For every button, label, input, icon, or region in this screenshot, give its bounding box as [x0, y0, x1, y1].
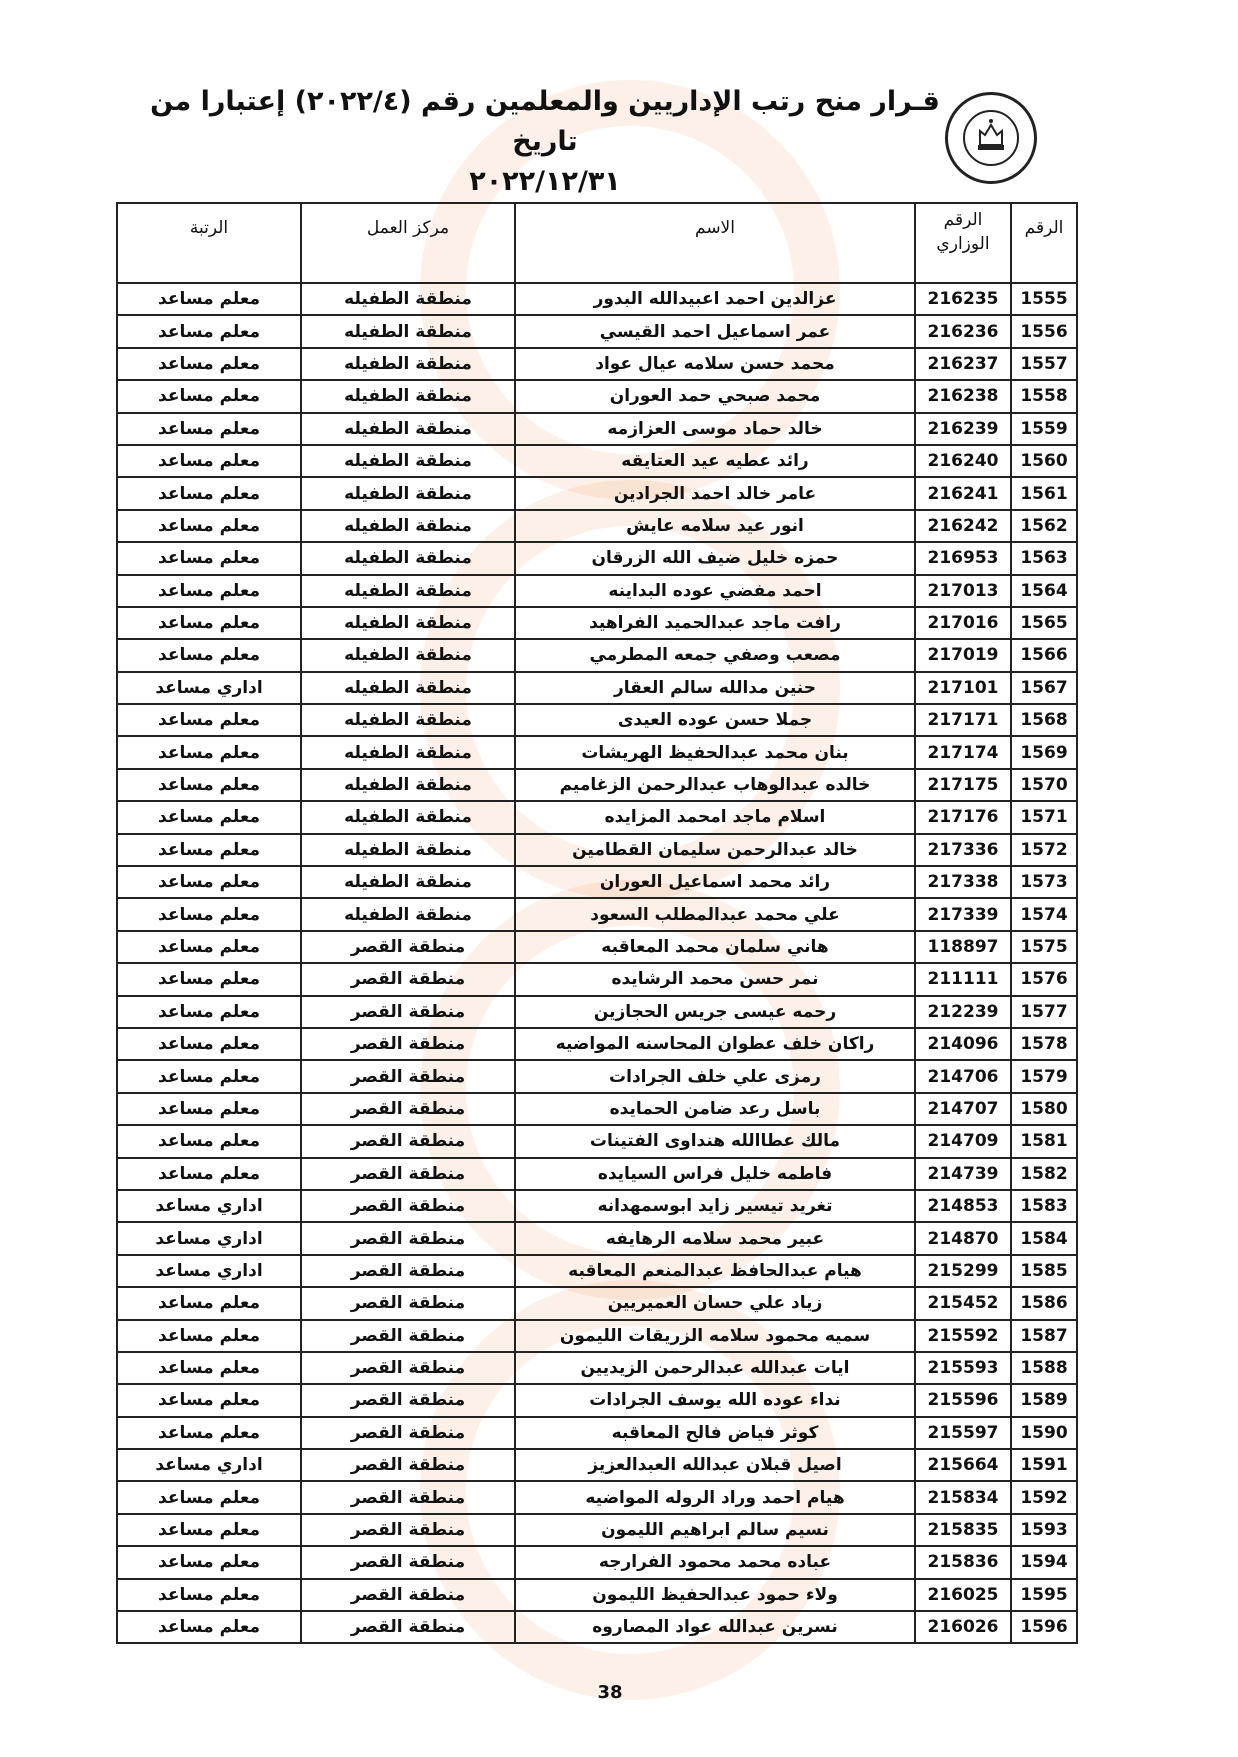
cell-rank: معلم مساعد [117, 380, 301, 412]
cell-name: هيام احمد وراد الروله المواضيه [515, 1481, 915, 1513]
cell-ministry-number: 217176 [915, 801, 1011, 833]
cell-rank: معلم مساعد [117, 1546, 301, 1578]
cell-ministry-number: 216237 [915, 348, 1011, 380]
cell-work-center: منطقة الطفيله [301, 348, 515, 380]
cell-ministry-number: 214096 [915, 1028, 1011, 1060]
table-row [117, 1514, 1077, 1546]
cell-name: عمر اسماعيل احمد القيسي [515, 315, 915, 347]
cell-work-center: منطقة الطفيله [301, 672, 515, 704]
cell-rank: معلم مساعد [117, 542, 301, 574]
cell-work-center: منطقة الطفيله [301, 380, 515, 412]
cell-rank: معلم مساعد [117, 1481, 301, 1513]
cell-work-center: منطقة القصر [301, 1190, 515, 1222]
cell-work-center: منطقة القصر [301, 1093, 515, 1125]
table-row [117, 866, 1077, 898]
cell-ministry-number: 216025 [915, 1579, 1011, 1611]
table-header-row [117, 203, 1077, 283]
cell-number: 1563 [1011, 542, 1077, 574]
cell-name: خالد حماد موسى العزازمه [515, 413, 915, 445]
table-row [117, 801, 1077, 833]
cell-name: حمزه خليل ضيف الله الزرقان [515, 542, 915, 574]
table-row [117, 1611, 1077, 1643]
cell-work-center: منطقة الطفيله [301, 477, 515, 509]
ministry-emblem-icon [945, 92, 1037, 184]
table-row [117, 510, 1077, 542]
cell-work-center: منطقة القصر [301, 1514, 515, 1546]
cell-ministry-number: 217338 [915, 866, 1011, 898]
cell-name: رافت ماجد عبدالحميد الفراهيد [515, 607, 915, 639]
cell-name: سميه محمود سلامه الزريقات الليمون [515, 1320, 915, 1352]
cell-rank: معلم مساعد [117, 1352, 301, 1384]
table-row [117, 1320, 1077, 1352]
cell-ministry-number: 212239 [915, 996, 1011, 1028]
cell-ministry-number: 217013 [915, 575, 1011, 607]
cell-rank: معلم مساعد [117, 1093, 301, 1125]
cell-ministry-number: 217171 [915, 704, 1011, 736]
cell-rank: معلم مساعد [117, 315, 301, 347]
table-row [117, 963, 1077, 995]
cell-number: 1561 [1011, 477, 1077, 509]
cell-name: كوثر فياض فالح المعاقبه [515, 1417, 915, 1449]
table-row [117, 639, 1077, 671]
header-work-center: مركز العمل [301, 203, 515, 283]
page-title [150, 82, 940, 202]
cell-ministry-number: 216240 [915, 445, 1011, 477]
cell-number: 1585 [1011, 1255, 1077, 1287]
cell-work-center: منطقة الطفيله [301, 769, 515, 801]
cell-rank: اداري مساعد [117, 1222, 301, 1254]
table-row [117, 283, 1077, 315]
cell-work-center: منطقة القصر [301, 963, 515, 995]
cell-number: 1579 [1011, 1060, 1077, 1092]
table-row [117, 477, 1077, 509]
cell-ministry-number: 215452 [915, 1287, 1011, 1319]
cell-name: جملا حسن عوده العيدى [515, 704, 915, 736]
cell-rank: معلم مساعد [117, 1125, 301, 1157]
cell-rank: معلم مساعد [117, 996, 301, 1028]
table-row [117, 445, 1077, 477]
cell-ministry-number: 216953 [915, 542, 1011, 574]
cell-rank: معلم مساعد [117, 477, 301, 509]
table-row [117, 672, 1077, 704]
cell-number: 1570 [1011, 769, 1077, 801]
table-row [117, 315, 1077, 347]
title-date: ٢٠٢٢/١٢/٣١ [469, 166, 621, 197]
page-number: 38 [597, 1682, 623, 1703]
cell-work-center: منطقة القصر [301, 1320, 515, 1352]
cell-number: 1587 [1011, 1320, 1077, 1352]
cell-name: راكان خلف عطوان المحاسنه المواضيه [515, 1028, 915, 1060]
table-row [117, 736, 1077, 768]
table-row [117, 575, 1077, 607]
cell-name: حنين مدالله سالم العقار [515, 672, 915, 704]
table-row [117, 1481, 1077, 1513]
cell-name: تغريد تيسير زايد ابوسمهدانه [515, 1190, 915, 1222]
cell-number: 1556 [1011, 315, 1077, 347]
table-row [117, 1579, 1077, 1611]
table-row [117, 1384, 1077, 1416]
table-row [117, 380, 1077, 412]
cell-name: نسرين عبدالله عواد المصاروه [515, 1611, 915, 1643]
cell-rank: معلم مساعد [117, 834, 301, 866]
cell-rank: معلم مساعد [117, 1158, 301, 1190]
cell-name: انور عيد سلامه عايش [515, 510, 915, 542]
cell-rank: معلم مساعد [117, 639, 301, 671]
cell-rank: معلم مساعد [117, 1028, 301, 1060]
cell-rank: معلم مساعد [117, 963, 301, 995]
cell-number: 1569 [1011, 736, 1077, 768]
cell-name: خالده عبدالوهاب عبدالرحمن الزغاميم [515, 769, 915, 801]
cell-work-center: منطقة الطفيله [301, 315, 515, 347]
cell-rank: معلم مساعد [117, 704, 301, 736]
cell-number: 1566 [1011, 639, 1077, 671]
cell-name: عبير محمد سلامه الرهايفه [515, 1222, 915, 1254]
cell-work-center: منطقة القصر [301, 1222, 515, 1254]
cell-work-center: منطقة القصر [301, 1417, 515, 1449]
cell-ministry-number: 215834 [915, 1481, 1011, 1513]
cell-ministry-number: 214870 [915, 1222, 1011, 1254]
cell-rank: معلم مساعد [117, 575, 301, 607]
table-row [117, 931, 1077, 963]
cell-ministry-number: 217175 [915, 769, 1011, 801]
cell-name: بنان محمد عبدالحفيظ الهريشات [515, 736, 915, 768]
cell-rank: معلم مساعد [117, 1060, 301, 1092]
cell-ministry-number: 217016 [915, 607, 1011, 639]
cell-number: 1558 [1011, 380, 1077, 412]
cell-ministry-number: 217336 [915, 834, 1011, 866]
cell-work-center: منطقة القصر [301, 1255, 515, 1287]
cell-name: مصعب وصفي جمعه المطرمي [515, 639, 915, 671]
cell-name: رائد محمد اسماعيل العوران [515, 866, 915, 898]
cell-work-center: منطقة القصر [301, 1481, 515, 1513]
cell-work-center: منطقة الطفيله [301, 413, 515, 445]
table-row [117, 1125, 1077, 1157]
cell-name: رمزى علي خلف الجرادات [515, 1060, 915, 1092]
cell-number: 1578 [1011, 1028, 1077, 1060]
cell-number: 1568 [1011, 704, 1077, 736]
cell-rank: معلم مساعد [117, 510, 301, 542]
cell-rank: معلم مساعد [117, 607, 301, 639]
cell-number: 1593 [1011, 1514, 1077, 1546]
cell-rank: معلم مساعد [117, 445, 301, 477]
cell-work-center: منطقة القصر [301, 1125, 515, 1157]
header-name: الاسم [515, 203, 915, 283]
header-number: الرقم [1011, 203, 1077, 283]
cell-rank: معلم مساعد [117, 1384, 301, 1416]
table-row [117, 898, 1077, 930]
table-row [117, 996, 1077, 1028]
cell-rank: معلم مساعد [117, 413, 301, 445]
cell-work-center: منطقة الطفيله [301, 639, 515, 671]
cell-number: 1559 [1011, 413, 1077, 445]
cell-rank: معلم مساعد [117, 769, 301, 801]
cell-name: عامر خالد احمد الجرادين [515, 477, 915, 509]
table-row [117, 769, 1077, 801]
cell-ministry-number: 214709 [915, 1125, 1011, 1157]
cell-name: عباده محمد محمود الفرارجه [515, 1546, 915, 1578]
cell-name: رحمه عيسى جريس الحجازين [515, 996, 915, 1028]
cell-number: 1595 [1011, 1579, 1077, 1611]
table-row [117, 834, 1077, 866]
cell-work-center: منطقة القصر [301, 1352, 515, 1384]
cell-rank: اداري مساعد [117, 1255, 301, 1287]
cell-name: زياد علي حسان العميريين [515, 1287, 915, 1319]
cell-work-center: منطقة القصر [301, 1060, 515, 1092]
cell-name: باسل رعد ضامن الحمايده [515, 1093, 915, 1125]
table-row [117, 542, 1077, 574]
cell-work-center: منطقة الطفيله [301, 736, 515, 768]
table-row [117, 1190, 1077, 1222]
cell-number: 1560 [1011, 445, 1077, 477]
cell-number: 1571 [1011, 801, 1077, 833]
cell-rank: معلم مساعد [117, 1417, 301, 1449]
cell-ministry-number: 216026 [915, 1611, 1011, 1643]
cell-name: نمر حسن محمد الرشايده [515, 963, 915, 995]
cell-ministry-number: 217339 [915, 898, 1011, 930]
cell-ministry-number: 211111 [915, 963, 1011, 995]
cell-work-center: منطقة الطفيله [301, 834, 515, 866]
cell-ministry-number: 216242 [915, 510, 1011, 542]
cell-number: 1596 [1011, 1611, 1077, 1643]
cell-rank: معلم مساعد [117, 866, 301, 898]
cell-work-center: منطقة القصر [301, 1611, 515, 1643]
cell-ministry-number: 214853 [915, 1190, 1011, 1222]
cell-name: علي محمد عبدالمطلب السعود [515, 898, 915, 930]
table-row [117, 1222, 1077, 1254]
cell-work-center: منطقة القصر [301, 1287, 515, 1319]
cell-ministry-number: 216239 [915, 413, 1011, 445]
cell-name: خالد عبدالرحمن سليمان القطامين [515, 834, 915, 866]
cell-number: 1591 [1011, 1449, 1077, 1481]
cell-ministry-number: 215596 [915, 1384, 1011, 1416]
cell-ministry-number: 215836 [915, 1546, 1011, 1578]
ranks-table [116, 202, 1078, 1644]
cell-work-center: منطقة الطفيله [301, 283, 515, 315]
cell-rank: معلم مساعد [117, 1514, 301, 1546]
cell-number: 1586 [1011, 1287, 1077, 1319]
cell-number: 1589 [1011, 1384, 1077, 1416]
cell-rank: معلم مساعد [117, 801, 301, 833]
cell-work-center: منطقة الطفيله [301, 704, 515, 736]
cell-name: محمد حسن سلامه عيال عواد [515, 348, 915, 380]
table-row [117, 1352, 1077, 1384]
cell-work-center: منطقة القصر [301, 931, 515, 963]
cell-work-center: منطقة الطفيله [301, 542, 515, 574]
table-row [117, 348, 1077, 380]
cell-name: عزالدين احمد اعبيدالله البدور [515, 283, 915, 315]
cell-work-center: منطقة الطفيله [301, 866, 515, 898]
cell-number: 1594 [1011, 1546, 1077, 1578]
cell-number: 1588 [1011, 1352, 1077, 1384]
cell-ministry-number: 215299 [915, 1255, 1011, 1287]
cell-rank: اداري مساعد [117, 1449, 301, 1481]
cell-work-center: منطقة القصر [301, 1579, 515, 1611]
table-row [117, 1060, 1077, 1092]
cell-name: مالك عطاالله هنداوى الفتينات [515, 1125, 915, 1157]
title-line: قـرار منح رتب الإداريين والمعلمين رقم (٢٠٢٢/٤) إعتبارا من تاريخ [150, 86, 940, 157]
cell-number: 1572 [1011, 834, 1077, 866]
cell-number: 1565 [1011, 607, 1077, 639]
cell-rank: معلم مساعد [117, 736, 301, 768]
table-row [117, 413, 1077, 445]
cell-rank: معلم مساعد [117, 898, 301, 930]
cell-number: 1590 [1011, 1417, 1077, 1449]
cell-number: 1574 [1011, 898, 1077, 930]
cell-ministry-number: 215835 [915, 1514, 1011, 1546]
cell-number: 1583 [1011, 1190, 1077, 1222]
cell-ministry-number: 215593 [915, 1352, 1011, 1384]
cell-rank: معلم مساعد [117, 283, 301, 315]
header-rank: الرتبة [117, 203, 301, 283]
cell-number: 1577 [1011, 996, 1077, 1028]
cell-ministry-number: 214706 [915, 1060, 1011, 1092]
cell-number: 1576 [1011, 963, 1077, 995]
cell-rank: معلم مساعد [117, 348, 301, 380]
cell-ministry-number: 214707 [915, 1093, 1011, 1125]
table-row [117, 607, 1077, 639]
table-body [117, 283, 1077, 1643]
table-row [117, 1287, 1077, 1319]
cell-ministry-number: 217174 [915, 736, 1011, 768]
cell-rank: معلم مساعد [117, 931, 301, 963]
table-row [117, 1417, 1077, 1449]
table-row [117, 1255, 1077, 1287]
cell-work-center: منطقة الطفيله [301, 607, 515, 639]
cell-ministry-number: 214739 [915, 1158, 1011, 1190]
cell-work-center: منطقة الطفيله [301, 510, 515, 542]
cell-name: محمد صبحي حمد العوران [515, 380, 915, 412]
cell-work-center: منطقة القصر [301, 1546, 515, 1578]
cell-name: احمد مفضي عوده البداينه [515, 575, 915, 607]
cell-name: ولاء حمود عبدالحفيظ الليمون [515, 1579, 915, 1611]
cell-name: هيام عبدالحافظ عبدالمنعم المعاقبه [515, 1255, 915, 1287]
cell-name: نداء عوده الله يوسف الجرادات [515, 1384, 915, 1416]
cell-number: 1557 [1011, 348, 1077, 380]
cell-number: 1592 [1011, 1481, 1077, 1513]
cell-ministry-number: 215597 [915, 1417, 1011, 1449]
cell-ministry-number: 215592 [915, 1320, 1011, 1352]
cell-number: 1567 [1011, 672, 1077, 704]
cell-name: اسلام ماجد امحمد المزايده [515, 801, 915, 833]
cell-ministry-number: 216236 [915, 315, 1011, 347]
table-row [117, 1158, 1077, 1190]
table-row [117, 1028, 1077, 1060]
table-row [117, 704, 1077, 736]
cell-number: 1573 [1011, 866, 1077, 898]
cell-ministry-number: 215664 [915, 1449, 1011, 1481]
cell-work-center: منطقة القصر [301, 996, 515, 1028]
cell-rank: معلم مساعد [117, 1611, 301, 1643]
cell-work-center: منطقة القصر [301, 1158, 515, 1190]
cell-ministry-number: 217019 [915, 639, 1011, 671]
cell-work-center: منطقة القصر [301, 1449, 515, 1481]
table-row [117, 1546, 1077, 1578]
cell-ministry-number: 217101 [915, 672, 1011, 704]
cell-work-center: منطقة القصر [301, 1384, 515, 1416]
cell-work-center: منطقة القصر [301, 1028, 515, 1060]
table-row [117, 1449, 1077, 1481]
cell-name: اصيل قبلان عبدالله العبدالعزيز [515, 1449, 915, 1481]
cell-rank: معلم مساعد [117, 1579, 301, 1611]
cell-number: 1581 [1011, 1125, 1077, 1157]
header-ministry-number: الرقم الوزاري [915, 203, 1011, 283]
cell-number: 1575 [1011, 931, 1077, 963]
cell-work-center: منطقة الطفيله [301, 898, 515, 930]
cell-name: ايات عبدالله عبدالرحمن الزيديين [515, 1352, 915, 1384]
table-row [117, 1093, 1077, 1125]
cell-rank: معلم مساعد [117, 1320, 301, 1352]
cell-ministry-number: 216241 [915, 477, 1011, 509]
cell-number: 1562 [1011, 510, 1077, 542]
cell-number: 1582 [1011, 1158, 1077, 1190]
cell-rank: معلم مساعد [117, 1287, 301, 1319]
cell-work-center: منطقة الطفيله [301, 575, 515, 607]
cell-rank: اداري مساعد [117, 672, 301, 704]
cell-name: هاني سلمان محمد المعاقبه [515, 931, 915, 963]
cell-rank: اداري مساعد [117, 1190, 301, 1222]
cell-number: 1584 [1011, 1222, 1077, 1254]
cell-work-center: منطقة الطفيله [301, 801, 515, 833]
cell-work-center: منطقة الطفيله [301, 445, 515, 477]
cell-ministry-number: 216235 [915, 283, 1011, 315]
cell-name: فاطمه خليل فراس السيايده [515, 1158, 915, 1190]
ranks-table-wrapper [130, 202, 1078, 1644]
cell-ministry-number: 118897 [915, 931, 1011, 963]
cell-name: رائد عطيه عيد العتايقه [515, 445, 915, 477]
cell-name: نسيم سالم ابراهيم الليمون [515, 1514, 915, 1546]
cell-ministry-number: 216238 [915, 380, 1011, 412]
cell-number: 1555 [1011, 283, 1077, 315]
cell-number: 1564 [1011, 575, 1077, 607]
cell-number: 1580 [1011, 1093, 1077, 1125]
